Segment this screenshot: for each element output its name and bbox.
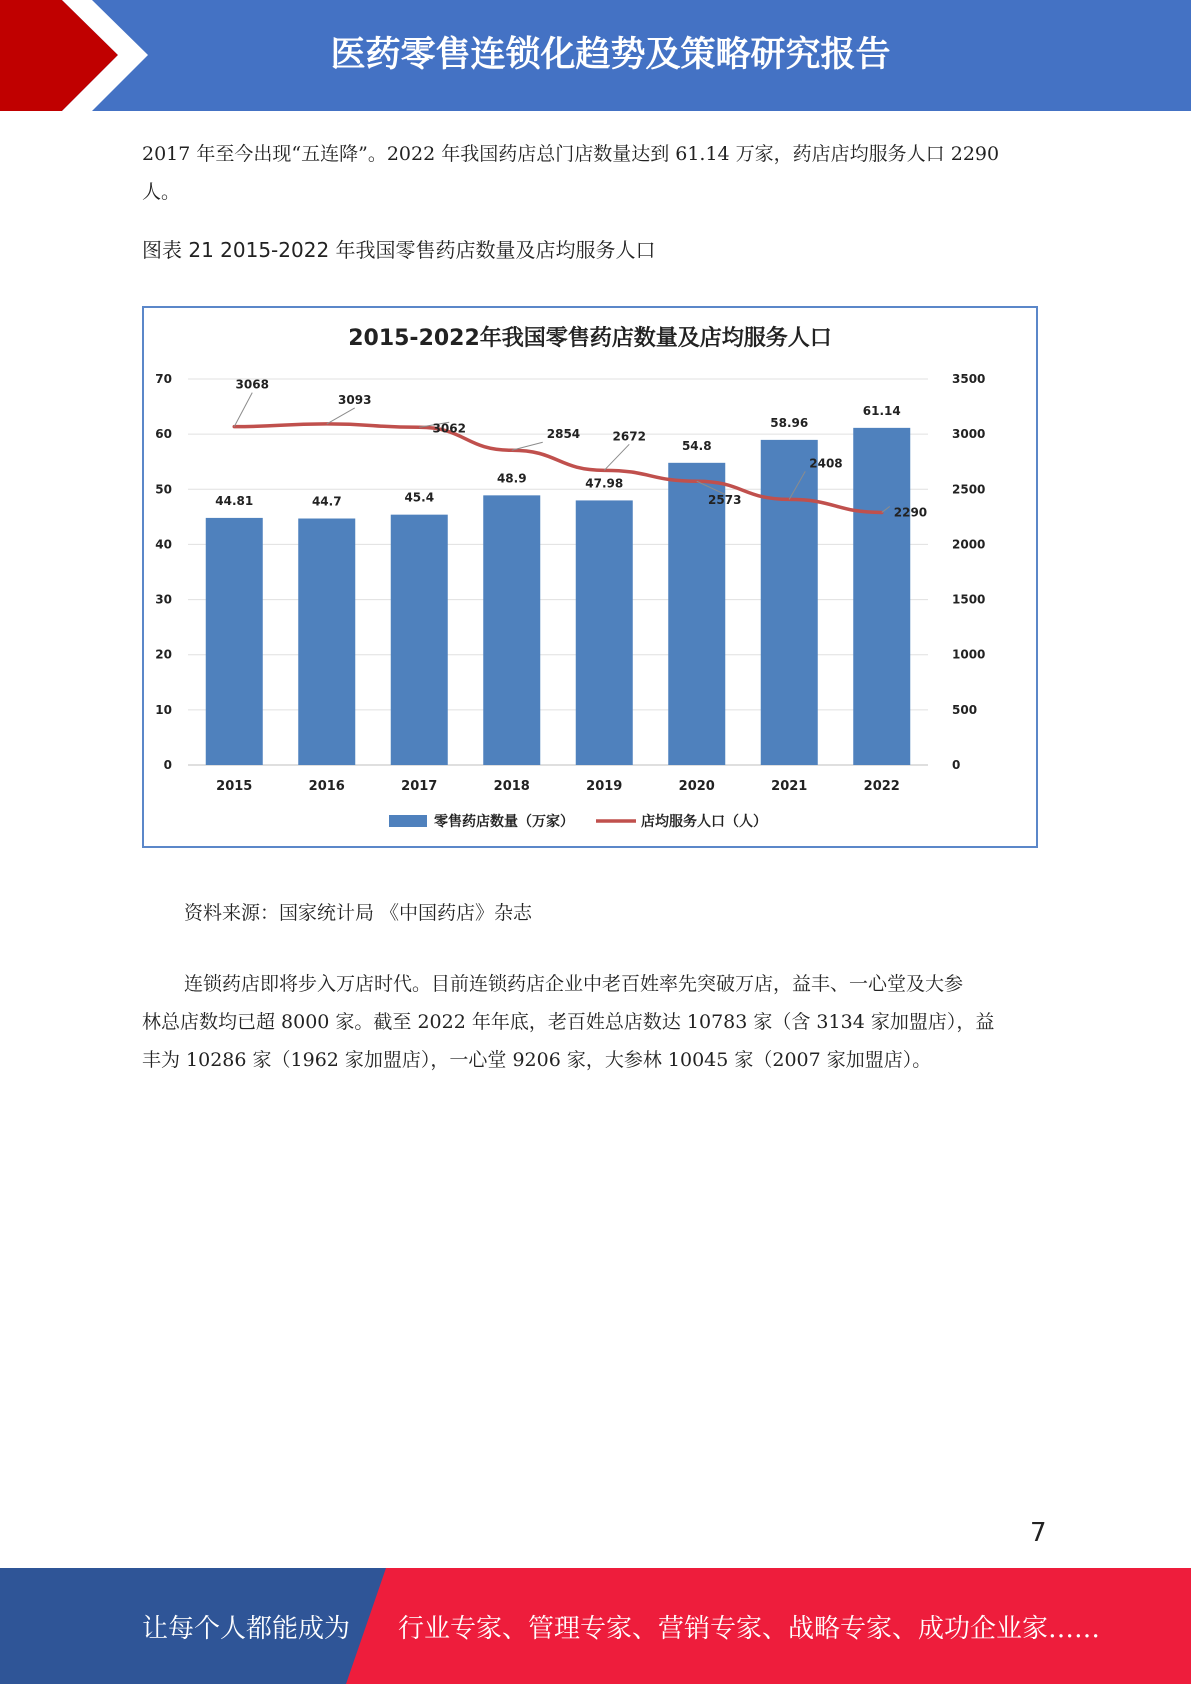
line-data-label: 2854 (546, 427, 581, 442)
body-line-3: 丰为 10286 家（1962 家加盟店），一心堂 9206 家，大参林 10045 家（2007 家加盟店）。 (142, 1049, 932, 1071)
line-data-label: 3093 (338, 392, 372, 407)
body-line-2: 林总店数均已超 8000 家。截至 2022 年年底，老百姓总店数达 10783 家（含 3134 家加盟店），益 (142, 1011, 995, 1033)
bar-data-label: 47.98 (585, 476, 624, 491)
right-axis-tick-label: 0 (952, 758, 961, 772)
x-axis-tick-label: 2021 (771, 779, 808, 794)
x-axis-tick-label: 2018 (493, 779, 530, 794)
right-axis-tick-label: 3000 (952, 427, 986, 442)
bar-data-label: 48.9 (496, 471, 527, 486)
x-axis-tick-label: 2017 (401, 779, 438, 794)
line-data-label: 3062 (432, 421, 466, 436)
line-data-label: 3068 (235, 377, 269, 392)
intro-line-1: 2017 年至今出现“五连降”。2022 年我国药店总门店数量达到 61.14 万家，药店店均服务人口 2290 (142, 143, 1000, 165)
left-axis-tick-label: 40 (155, 537, 172, 552)
line-data-label: 2573 (708, 493, 742, 508)
right-axis-tick-label: 500 (952, 702, 978, 717)
body-line-1: 连锁药店即将步入万店时代。目前连锁药店企业中老百姓率先突破万店，益丰、一心堂及大参 (184, 973, 964, 995)
bar-data-label: 54.8 (681, 438, 712, 453)
bar (668, 463, 725, 765)
line-data-label: 2672 (612, 429, 646, 444)
bar-data-label: 45.4 (404, 490, 435, 505)
left-axis-tick-label: 30 (155, 592, 172, 607)
right-axis-tick-label: 1500 (952, 592, 986, 607)
left-axis-tick-label: 60 (155, 427, 172, 442)
chart-container (142, 306, 1038, 848)
page-number: 7 (1030, 1518, 1047, 1548)
line-label-leader (234, 393, 252, 427)
page-header (0, 0, 1191, 111)
bar-data-label: 58.96 (770, 415, 809, 430)
right-axis-tick-label: 2000 (952, 537, 986, 552)
line-label-leader (604, 444, 629, 470)
legend-bar-swatch (389, 815, 427, 827)
x-axis-tick-label: 2022 (863, 779, 900, 794)
left-axis-tick-label: 10 (155, 702, 172, 717)
bar-data-label: 44.7 (311, 494, 342, 509)
legend-bar-label: 零售药店数量（万家） (434, 814, 574, 830)
bar (853, 428, 910, 765)
line-data-label: 2408 (809, 456, 843, 471)
x-axis-tick-label: 2015 (216, 779, 253, 794)
legend-line-label: 店均服务人口（人） (641, 814, 767, 830)
bar-data-label: 44.81 (215, 493, 254, 508)
right-axis-tick-label: 2500 (952, 482, 986, 497)
line-data-label: 2290 (893, 505, 928, 520)
left-axis-tick-label: 0 (163, 758, 172, 772)
combo-chart (144, 308, 1036, 846)
left-axis-tick-label: 50 (155, 482, 172, 497)
footer-slogan-left: 让每个人都能成为 (142, 1614, 351, 1644)
right-axis-tick-label: 1000 (952, 647, 986, 662)
figure-caption: 图表 21 2015-2022 年我国零售药店数量及店均服务人口 (142, 238, 656, 262)
bar (206, 518, 263, 765)
left-axis-tick-label: 70 (155, 372, 172, 386)
source-note: 资料来源：国家统计局 《中国药店》杂志 (184, 902, 533, 924)
line-label-leader (327, 408, 355, 424)
footer-slogan-right: 行业专家、管理专家、营销专家、战略专家、成功企业家…… (398, 1614, 1101, 1644)
page-footer (0, 1568, 1191, 1684)
left-axis-tick-label: 20 (155, 647, 172, 662)
bar (576, 500, 633, 765)
right-axis-tick-label: 3500 (952, 372, 986, 386)
bar-data-label: 61.14 (862, 403, 901, 418)
x-axis-tick-label: 2020 (678, 779, 715, 794)
bar (483, 495, 540, 765)
line-label-leader (512, 442, 543, 450)
bar (298, 519, 355, 765)
intro-line-2: 人。 (142, 181, 181, 203)
header-title: 医药零售连锁化趋势及策略研究报告 (330, 35, 891, 75)
bar (391, 515, 448, 765)
bar (761, 440, 818, 765)
chart-title: 2015-2022年我国零售药店数量及店均服务人口 (348, 326, 832, 351)
x-axis-tick-label: 2019 (586, 779, 623, 794)
x-axis-tick-label: 2016 (308, 779, 345, 794)
